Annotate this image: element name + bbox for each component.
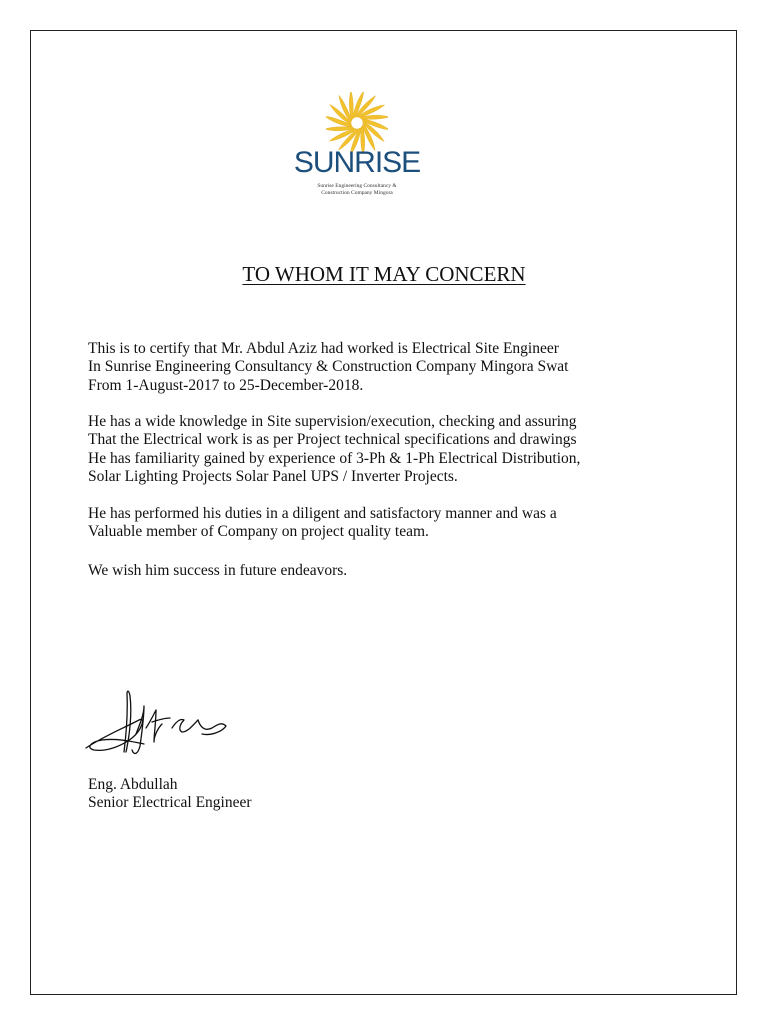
signer-title: Senior Electrical Engineer bbox=[88, 794, 252, 812]
company-logo bbox=[292, 90, 422, 202]
paragraph-line: In Sunrise Engineering Consultancy & Construction Company Mingora Swat bbox=[88, 358, 569, 376]
paragraph-line: This is to certify that Mr. Abdul Aziz had worked is Electrical Site Engineer bbox=[88, 340, 559, 357]
logo-tagline-line2: Construction Company Mingora bbox=[321, 190, 393, 196]
signer-name: Eng. Abdullah bbox=[88, 776, 178, 793]
paragraph-knowledge bbox=[88, 413, 688, 486]
paragraph-line: He has performed his duties in a diligent and satisfactory manner and was a bbox=[88, 505, 557, 522]
signer-block bbox=[88, 776, 252, 813]
paragraph-line: We wish him success in future endeavors. bbox=[88, 562, 348, 579]
paragraph-line: That the Electrical work is as per Project technical specifications and drawings bbox=[88, 431, 577, 449]
logo-tagline bbox=[292, 183, 422, 197]
logo-tagline-line1: Sunrise Engineering Consultancy & bbox=[317, 183, 397, 189]
logo-wordmark: SUNRISE bbox=[293, 146, 421, 179]
paragraph-line: From 1-August-2017 to 25-December-2018. bbox=[88, 376, 364, 394]
paragraph-line: He has a wide knowledge in Site supervision/execution, checking and assuring bbox=[88, 413, 577, 430]
paragraph-wishes bbox=[88, 562, 688, 580]
paragraph-line: He has familiarity gained by experience of 3-Ph & 1-Ph Electrical Distribution, bbox=[88, 449, 581, 467]
handwritten-signature-icon bbox=[84, 688, 234, 760]
sun-logo-icon bbox=[326, 92, 388, 154]
paragraph-line: Solar Lighting Projects Solar Panel UPS / Inverter Projects. bbox=[88, 467, 458, 485]
paragraph-certification bbox=[88, 340, 688, 395]
paragraph-performance bbox=[88, 505, 688, 542]
letter-heading: TO WHOM IT MAY CONCERN bbox=[242, 262, 526, 286]
paragraph-line: Valuable member of Company on project quality team. bbox=[88, 523, 429, 541]
